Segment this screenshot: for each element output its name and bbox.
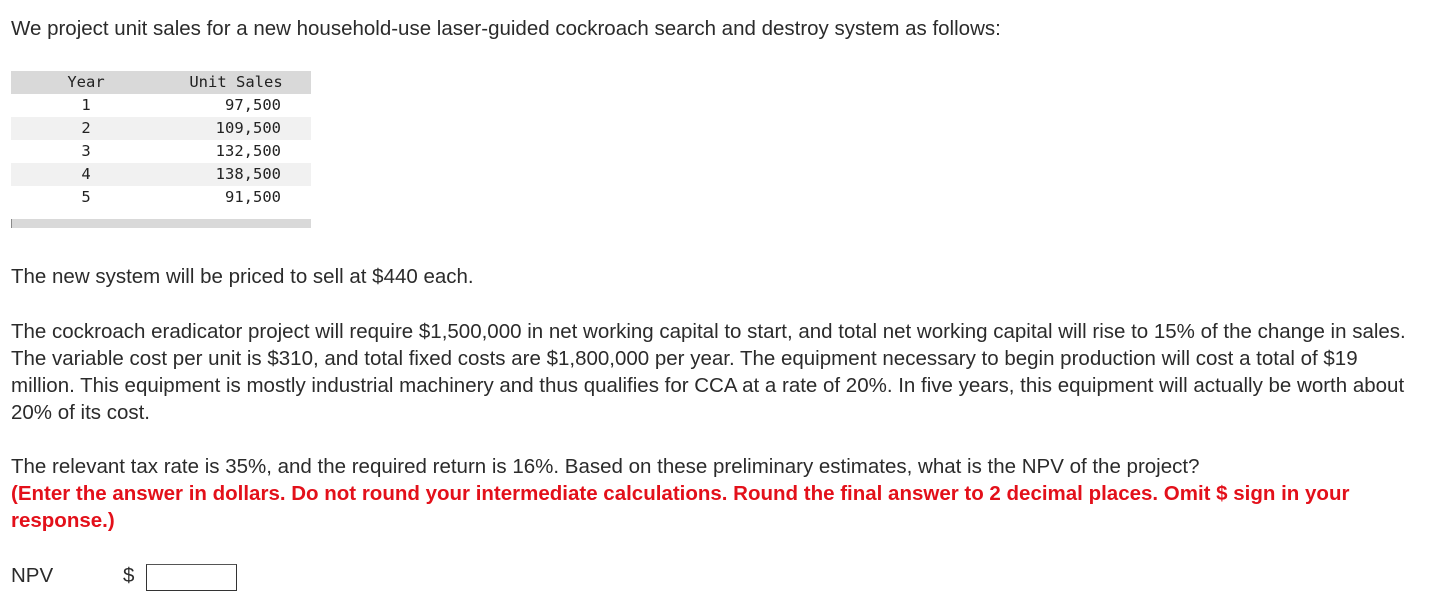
cell-year: 1 — [81, 96, 91, 114]
cell-unit-sales: 132,500 — [215, 142, 281, 160]
table-row — [11, 186, 311, 209]
cell-year: 4 — [81, 165, 91, 183]
npv-answer-input[interactable] — [146, 564, 237, 591]
cell-year: 5 — [81, 188, 91, 206]
cell-unit-sales: 91,500 — [225, 188, 281, 206]
header-unit-sales: Unit Sales — [189, 73, 283, 91]
table-footer-bar — [11, 219, 311, 228]
cell-year: 2 — [81, 119, 91, 137]
table-row — [11, 163, 311, 186]
instruction-text: (Enter the answer in dollars. Do not round your intermediate calculations. Round the final answer to 2 decimal places. Omit $ sign in your response.) — [11, 482, 1350, 532]
cell-year: 3 — [81, 142, 91, 160]
price-text: The new system will be priced to sell at $440 each. — [11, 265, 474, 288]
question-block — [11, 453, 1421, 534]
table-row — [11, 94, 311, 117]
table-footer-edge — [11, 219, 12, 228]
header-year: Year — [67, 73, 105, 91]
table-row — [11, 117, 311, 140]
table-header-row — [11, 71, 311, 94]
unit-sales-table — [11, 71, 311, 209]
table-row — [11, 140, 311, 163]
question-text: The relevant tax rate is 35%, and the required return is 16%. Based on these preliminary estimates, what is the NPV of the project? — [11, 455, 1200, 478]
intro-text: We project unit sales for a new household-use laser-guided cockroach search and destroy system as follows: — [11, 17, 1001, 40]
cell-unit-sales: 109,500 — [215, 119, 281, 137]
cell-unit-sales: 97,500 — [225, 96, 281, 114]
cell-unit-sales: 138,500 — [215, 165, 281, 183]
project-details-text: The cockroach eradicator project will require $1,500,000 in net working capital to start, and total net working capital will rise to 15% of the change in sales. The variable cost per unit is $310, and total fixed costs are $1,800,000 per year. The equipment necessary to begin production will cost a total of $19 million. This equipment is mostly industrial machinery and thus qualifies for CCA at a rate of 20%. In five years, this equipment will actually be worth about 20% of its cost. — [11, 320, 1406, 424]
currency-symbol: $ — [123, 564, 135, 587]
npv-label: NPV — [11, 564, 54, 587]
